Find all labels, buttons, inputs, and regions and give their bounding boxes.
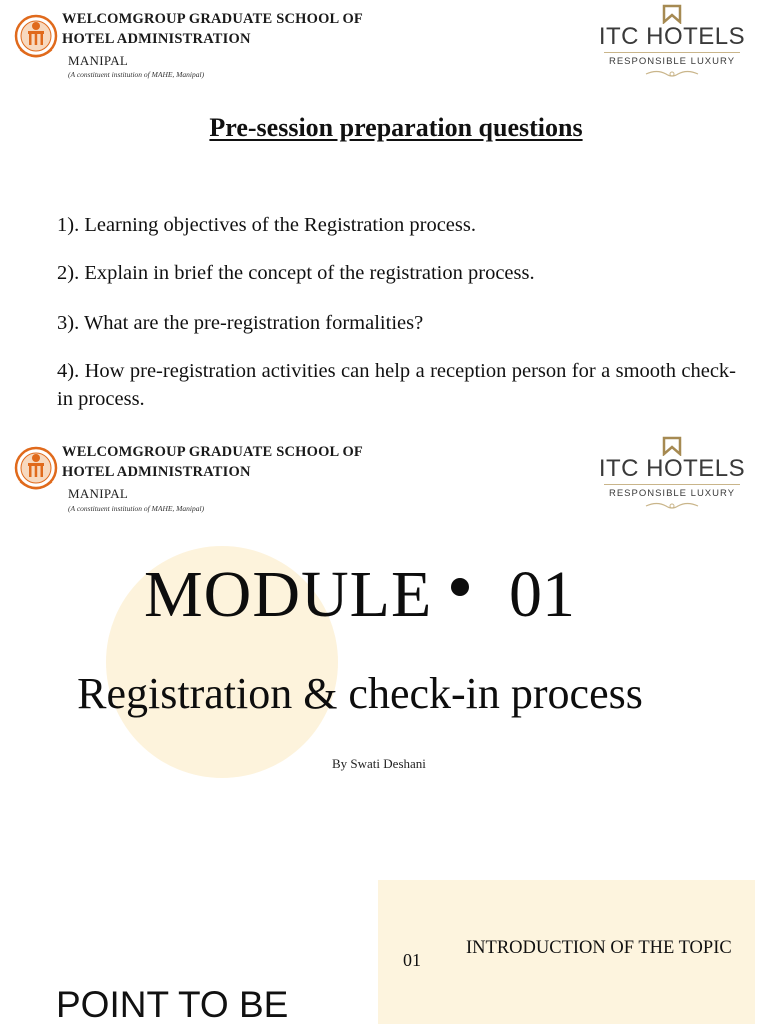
school-seal-icon <box>14 442 58 498</box>
module-number: 01 <box>509 558 575 631</box>
school-name-line1: WELCOMGROUP GRADUATE SCHOOL OF <box>62 11 363 27</box>
itc-emblem-icon <box>662 436 682 456</box>
itc-hotels-logo <box>598 4 746 79</box>
flourish-icon <box>642 501 702 511</box>
flourish-icon <box>642 69 702 79</box>
itc-tagline: RESPONSIBLE LUXURY <box>604 484 740 499</box>
bullet-dot-icon <box>451 578 469 596</box>
outline-heading: POINT TO BE <box>56 984 289 1025</box>
campus-label: MANIPAL <box>68 486 129 501</box>
header-second <box>0 432 768 532</box>
itc-brand-name: ITC HOTELS <box>598 455 746 482</box>
itc-emblem-icon <box>662 4 682 24</box>
itc-brand-name: ITC HOTELS <box>598 23 746 50</box>
question-4: 4). How pre-registration activities can help a reception person for a smooth check-in process. <box>57 360 736 410</box>
school-name-line1: WELCOMGROUP GRADUATE SCHOOL OF <box>62 444 363 460</box>
campus-label: MANIPAL <box>68 53 129 68</box>
school-name-line2: HOTEL ADMINISTRATION <box>62 31 251 47</box>
topic-title: INTRODUCTION OF THE TOPIC <box>466 938 732 958</box>
presession-title: Pre-session preparation questions <box>209 113 583 142</box>
header-top <box>0 0 768 100</box>
question-1: 1). Learning objectives of the Registration process. <box>57 214 476 236</box>
author-byline: By Swati Deshani <box>332 756 426 771</box>
itc-tagline: RESPONSIBLE LUXURY <box>604 52 740 67</box>
constituent-note: (A constituent institution of MAHE, Manipal) <box>68 504 205 513</box>
school-seal-icon <box>14 10 58 66</box>
topic-number: 01 <box>403 950 421 970</box>
module-label: MODULE <box>144 558 433 631</box>
school-name-line2: HOTEL ADMINISTRATION <box>62 464 251 480</box>
constituent-note: (A constituent institution of MAHE, Manipal) <box>68 70 205 79</box>
question-3: 3). What are the pre-registration formalities? <box>57 312 424 334</box>
itc-hotels-logo <box>598 436 746 511</box>
question-2: 2). Explain in brief the concept of the registration process. <box>57 262 535 284</box>
module-subtitle: Registration & check-in process <box>77 669 643 718</box>
